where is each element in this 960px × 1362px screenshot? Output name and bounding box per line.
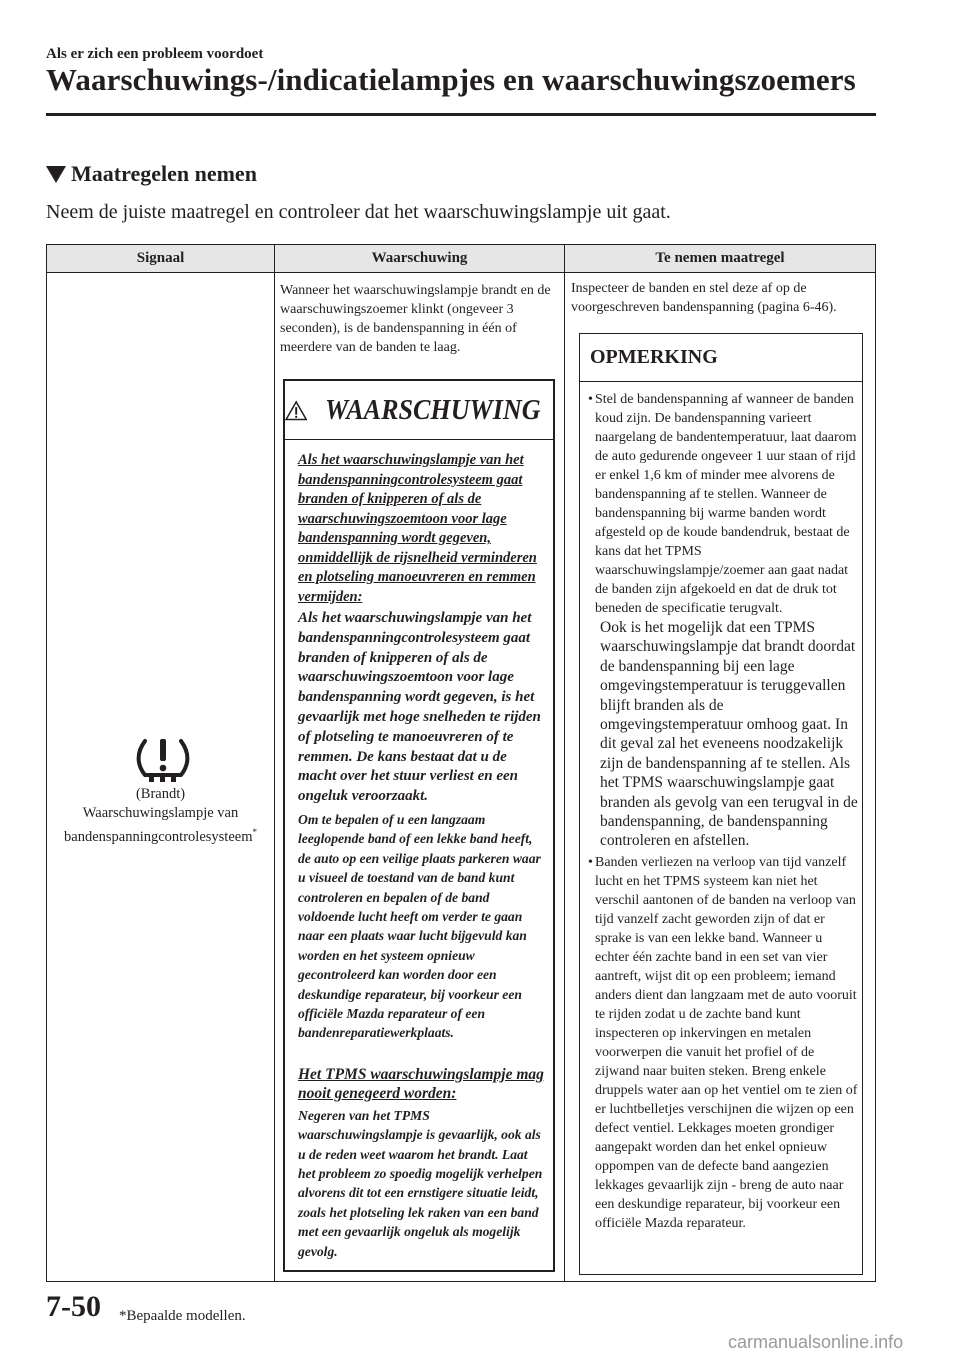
footnote: *Bepaalde modellen. bbox=[119, 1308, 246, 1324]
signal-name bbox=[47, 804, 274, 847]
page-number: 7-50 bbox=[46, 1290, 101, 1323]
warning-heading: WAARSCHUWING bbox=[325, 393, 542, 426]
table-header-row bbox=[47, 245, 875, 273]
warning-body bbox=[298, 451, 548, 1261]
chapter-label: Als er zich een probleem voordoet bbox=[46, 46, 264, 62]
bullet-icon: • bbox=[588, 854, 593, 870]
warning-small-1: Om te bepalen of u een langzaam leeglopende band of een lekke band heeft, de auto op een veilige plaats parkeren waar u visueel de toestand van de band kunt controleren en bepalen of de band voldoende lucht heeft om verder te gaan naar een plaats waar lucht bijgevuld kan worden en het systeem opnieuw gecontroleerd kan worden door een deskundige reparateur, bij voorkeur een officiële Mazda reparateur of een bandenreparatiewerkplaats. bbox=[298, 811, 541, 1041]
warning-intro: Wanneer het waarschuwingslampje brandt en de waarschuwingszoemer klinkt (ongeveer 3 seconden), is de bandenspanning in één of meerdere van de banden te laag. bbox=[280, 283, 551, 355]
warning-table bbox=[46, 244, 876, 1282]
tpms-warning-icon bbox=[133, 733, 193, 783]
note-box bbox=[579, 333, 863, 1275]
signal-state: (Brandt) bbox=[135, 786, 186, 802]
warning-box-header bbox=[285, 381, 553, 440]
triangle-down-icon bbox=[46, 166, 66, 183]
header-signal: Signaal bbox=[136, 250, 185, 266]
warning-box bbox=[283, 379, 555, 1272]
warning-cell bbox=[275, 273, 564, 1281]
note-body bbox=[588, 390, 858, 1233]
section-intro: Neem de juiste maatregel en controleer dat het waarschuwingslampje uit gaat. bbox=[46, 201, 671, 223]
note-bullet-1 bbox=[588, 390, 858, 618]
header-warning: Waarschuwing bbox=[371, 250, 468, 266]
watermark: carmanualsonline.info bbox=[728, 1332, 904, 1352]
signal-description bbox=[47, 785, 274, 847]
warning-underlined-1: Als het waarschuwingslampje van het bandenspanningcontrolesysteem gaat branden of knipperen of als de waarschuwingszoemtoon voor lage bandenspanning wordt gegeven, onmiddellijk de rijsnelheid verminderen en plotseling manoeuvreren en remmen vermijden: bbox=[298, 452, 537, 605]
note-bullet-2-text: Banden verliezen na verloop van tijd vanzelf lucht en het TPMS systeem kan niet het verschil aantonen of de banden na verloop van tijd vanzelf zacht geworden zijn of dat er sprake is van een lekke band. Wanneer u echter één zachte band in een set van vier aantreft, wijst dit op een probleem; iemand anders dient dan langzaam met de auto vooruit te rijden zodat u de zachte band kunt inspecteren op inkervingen en metalen voorwerpen die vanuit het profiel of de zijwand naar buiten steken. Breng enkele druppels water aan op het ventiel om te zien of er luchtbelletjes verschijnen die wijzen op een defect ventiel. Lekkages moeten grondiger aangepakt worden dan het enkel opnieuw oppompen van de defecte band aangezien lekkages gevaarlijk zijn - breng de auto naar een deskundige reparateur, bij voorkeur een officiële Mazda reparateur. bbox=[595, 854, 858, 1231]
warning-underlined-2: Het TPMS waarschuwingslampje mag nooit genegeerd worden: bbox=[298, 1065, 544, 1103]
note-bullet-1-text: Stel de bandenspanning af wanneer de banden koud zijn. De bandenspanning varieert naargelang de bandentemperatuur, laat daarom de auto gedurende ongeveer 1 uur staan of rijd er enkel 1,6 km of minder mee alvorens de bandenspanning af te stellen. Wanneer de bandenspanning bij warme banden wordt afgesteld op de koude bandendruk, bestaat de kans dat het TPMS waarschuwingslampje/zoemer aan gaat nadat de banden zijn afgekoeld en dat de druk tot beneden de specificatie terugvalt. bbox=[595, 392, 857, 616]
bullet-icon: • bbox=[588, 392, 593, 407]
warning-bold-1: Als het waarschuwingslampje van het bandenspanningcontrolesysteem gaat branden of knipperen of als de waarschuwingszoemtoon voor lage bandenspanning wordt gegeven, is het gevaarlijk met hoge snelheden te rijden of plotseling te manoeuvreren of te remmen. De kans bestaat dat u de macht over het stuur verliest en een ongeluk veroorzaakt. bbox=[298, 610, 541, 805]
section-heading bbox=[46, 161, 257, 187]
warning-triangle-icon bbox=[285, 397, 307, 424]
page-title: Waarschuwings-/indicatielampjes en waarschuwingszoemers bbox=[46, 62, 856, 97]
action-cell bbox=[565, 273, 875, 1281]
header-divider bbox=[46, 113, 876, 116]
section-heading-text: Maatregelen nemen bbox=[71, 161, 257, 186]
signal-name-text: Waarschuwingslampje van bandenspanningcontrolesysteem bbox=[64, 805, 253, 845]
note-bullet-1-continuation: Ook is het mogelijk dat een TPMS waarschuwingslampje dat brandt doordat de bandenspanning bij een lage omgevingstemperatuur is teruggevallen blijft branden als de omgevingstemperatuur omhoog gaat. In dit geval zal het eveneens noodzakelijk zijn de bandenspanning af te stellen. Als het TPMS waarschuwingslampje gaat branden als gevolg van een terugval in de bandenspanning, de bandenspanning controleren en afstellen. bbox=[600, 619, 858, 850]
warning-small-2: Negeren van het TPMS waarschuwingslampje is gevaarlijk, ook als u de reden weet waarom het brandt. Laat het probleem zo spoedig mogelijk verhelpen alvorens dit tot een ernstigere situatie leidt, zoals het plotseling lek raken van een band met een gevaarlijk ongeluk als mogelijk gevolg. bbox=[298, 1107, 543, 1259]
action-intro: Inspecteer de banden en stel deze af op de voorgeschreven bandenspanning (pagina 6-46). bbox=[571, 281, 837, 315]
note-bullet-2 bbox=[588, 853, 858, 1233]
footnote-mark: * bbox=[252, 827, 257, 837]
note-heading: OPMERKING bbox=[580, 334, 862, 382]
header-action: Te nemen maatregel bbox=[655, 250, 785, 266]
signal-cell bbox=[47, 273, 274, 1281]
